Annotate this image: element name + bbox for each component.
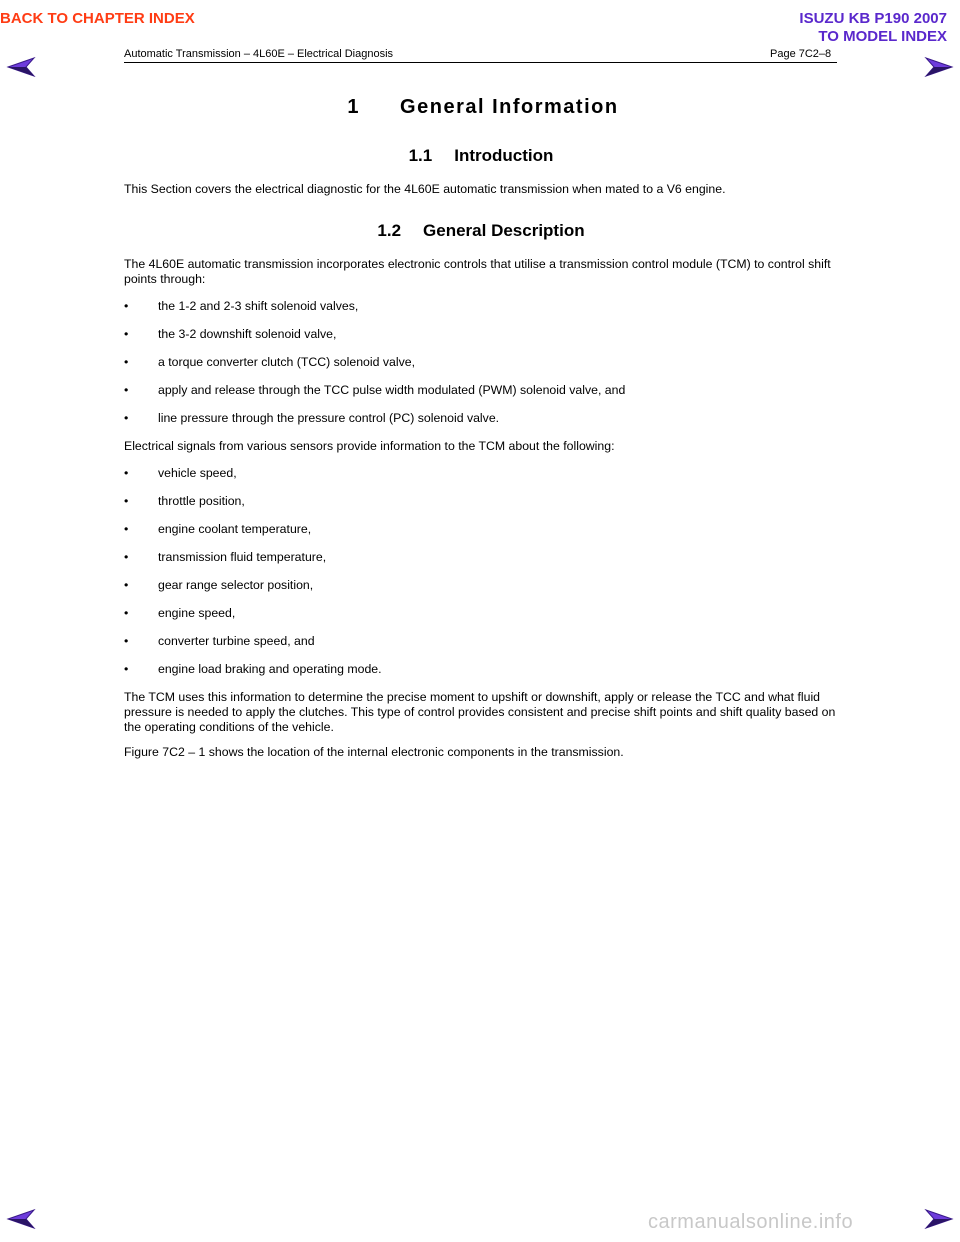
bullet-icon: • [124,550,129,564]
subsection-number: 1.1 [408,146,433,165]
sensors-paragraph: Electrical signals from various sensors provide information to the TCM about the following: [124,439,615,453]
bullet-icon: • [124,494,129,508]
section-number: 1 [347,96,361,118]
to-model-index-link[interactable]: TO MODEL INDEX [818,28,947,45]
bullet-icon: • [124,634,129,648]
section-heading [124,96,838,119]
tcm-paragraph: The TCM uses this information to determine the precise moment to upshift or downshift, apply or release the TCC and what fluid pressure is needed to apply the clutches. This type of control provides consistent and precise shift points and shift quality based on the operating conditions of the vehicle. [124,690,836,734]
running-header-title: Automatic Transmission – 4L60E – Electrical Diagnosis [124,48,394,60]
next-page-arrow-icon[interactable] [924,1208,954,1230]
description-paragraph: The 4L60E automatic transmission incorporates electronic controls that utilise a transmission control module (TCM) to control shift points through: [124,257,831,286]
subsection-heading-introduction [124,146,838,166]
model-title-link[interactable]: ISUZU KB P190 2007 [799,10,947,27]
subsection-title: General Description [423,221,585,240]
list-item: • engine speed, [124,606,236,620]
bullet-icon: • [124,383,129,397]
subsection-number: 1.2 [377,221,402,240]
bullet-icon: • [124,578,129,592]
bullet-icon: • [124,606,129,620]
bullet-icon: • [124,327,129,341]
list-item: • line pressure through the pressure control (PC) solenoid valve. [124,411,500,425]
introduction-paragraph: This Section covers the electrical diagnostic for the 4L60E automatic transmission when mated to a V6 engine. [124,182,726,196]
list-item: • the 3-2 downshift solenoid valve, [124,327,337,341]
list-item: • transmission fluid temperature, [124,550,327,564]
header-rule [124,62,837,63]
subsection-title: Introduction [454,146,554,165]
page-number: Page 7C2–8 [770,48,832,60]
list-item: • the 1-2 and 2-3 shift solenoid valves, [124,299,359,313]
next-page-arrow-icon[interactable] [924,56,954,78]
list-item: • throttle position, [124,494,245,508]
sensors-list [124,466,838,690]
page-content [124,96,838,760]
bullet-icon: • [124,466,129,480]
subsection-heading-general-description [124,221,838,241]
back-to-chapter-index-link[interactable]: BACK TO CHAPTER INDEX [0,10,195,27]
bullet-icon: • [124,662,129,676]
list-item: • engine coolant temperature, [124,522,312,536]
list-item: • vehicle speed, [124,466,237,480]
list-item: • a torque converter clutch (TCC) solenoid valve, [124,355,415,369]
previous-page-arrow-icon[interactable] [6,1208,36,1230]
figure-reference-paragraph: Figure 7C2 – 1 shows the location of the internal electronic components in the transmission. [124,745,624,759]
list-item: • engine load braking and operating mode. [124,662,382,676]
bullet-icon: • [124,411,129,425]
previous-page-arrow-icon[interactable] [6,56,36,78]
controls-list [124,299,838,439]
list-item: • apply and release through the TCC pulse width modulated (PWM) solenoid valve, and [124,383,626,397]
watermark-text: carmanualsonline.info [648,1211,854,1233]
list-item: • converter turbine speed, and [124,634,315,648]
section-title: General Information [400,96,619,118]
list-item: • gear range selector position, [124,578,314,592]
bullet-icon: • [124,299,129,313]
bullet-icon: • [124,522,129,536]
bullet-icon: • [124,355,129,369]
